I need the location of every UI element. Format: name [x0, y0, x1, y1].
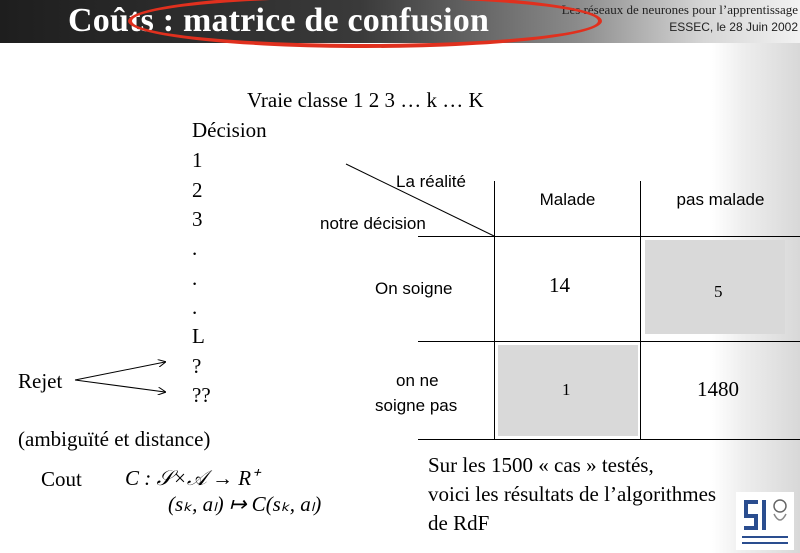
cell-true-positive: 14: [549, 273, 570, 297]
cost-formula-line1: C : 𝒮×𝒜 → R⁺: [125, 466, 259, 490]
true-class-line: Vraie classe 1 2 3 … k … K: [247, 88, 484, 112]
row-label-not-treat-line1: on ne: [396, 371, 439, 390]
decision-item: L: [192, 324, 205, 348]
reject-label: Rejet: [18, 369, 63, 393]
decision-item: 2: [192, 178, 203, 202]
corner-reality-label: La réalité: [396, 172, 466, 191]
cell-false-negative: 1: [562, 380, 571, 399]
table-hline-3: [418, 439, 800, 440]
table-vline-mid: [640, 181, 641, 440]
row-label-not-treat-line2: soigne pas: [375, 396, 458, 415]
slide-title: Coûts : matrice de confusion: [68, 2, 490, 39]
summary-line: Sur les 1500 « cas » testés,: [428, 453, 654, 477]
decision-item: ??: [192, 383, 211, 407]
col-header-not-sick: pas malade: [676, 190, 765, 209]
decision-item: .: [192, 295, 198, 319]
decision-item: 3: [192, 207, 203, 231]
reject-arrows: [70, 356, 170, 396]
cost-formula-line2: (sₖ, aₗ) ↦ C(sₖ, aₗ): [168, 492, 322, 516]
decision-item: .: [192, 236, 198, 260]
row-label-treat: On soigne: [375, 279, 453, 298]
decision-item: ?: [192, 354, 202, 378]
cell-false-positive: 5: [714, 282, 723, 301]
summary-line: voici les résultats de l’algorithmes: [428, 482, 717, 506]
table-hline-2: [418, 341, 800, 342]
summary-line: de RdF: [428, 511, 490, 535]
header-subtitle: Les réseaux de neurones pour l’apprentissage: [561, 2, 798, 17]
decision-item: 1: [192, 148, 203, 172]
header-date: ESSEC, le 28 Juin 2002: [669, 20, 798, 34]
decision-item: .: [192, 266, 198, 290]
corner-decision-label: notre décision: [320, 214, 426, 233]
institution-logo: [736, 492, 794, 550]
ambiguity-note: (ambiguïté et distance): [18, 427, 211, 451]
col-header-sick: Malade: [539, 190, 596, 209]
cell-true-negative: 1480: [697, 377, 739, 401]
decision-label: Décision: [192, 118, 267, 142]
cost-label: Cout: [41, 467, 82, 491]
